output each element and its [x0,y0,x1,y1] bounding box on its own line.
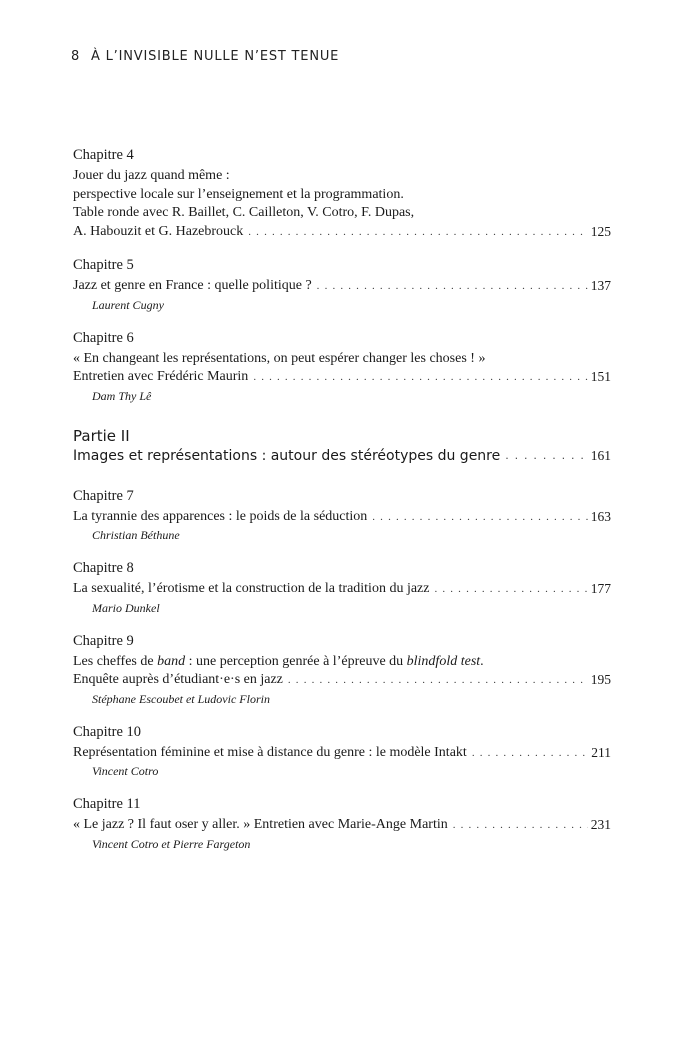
part-label: Partie II [73,426,130,445]
toc-line [73,580,611,599]
leader-dots [288,671,588,690]
title-italic: blindfold test [406,653,481,669]
toc-line [73,816,611,835]
toc-line [73,446,611,466]
chapter-label: Chapitre 8 [73,560,134,576]
page-number: 8 [71,49,81,64]
chapter-label: Chapitre 11 [73,796,141,812]
chapter-title: La tyrannie des apparences : le poids de la séduction [73,508,368,524]
chapter-title-line: A. Habouzit et G. Hazebrouck [73,223,244,239]
chapter-author: Christian Béthune [92,528,180,542]
part-title: Images et représentations : autour des stéréotypes du genre [73,447,501,464]
title-italic: band [157,653,186,669]
chapter-author: Stéphane Escoubet et Ludovic Florin [92,691,270,706]
toc-entry-chapter-9 [73,632,611,708]
toc-line [73,508,611,527]
toc-line [73,277,611,296]
page-ref: 137 [590,278,611,293]
toc-entry-chapter-5 [73,256,611,314]
chapter-label: Chapitre 6 [73,329,134,346]
toc-entry-chapter-8 [73,559,611,617]
chapter-title-line: perspective locale sur l’enseignement et la programmation. [73,186,404,202]
chapter-title-line: Jouer du jazz quand même : [73,168,230,183]
leader-dots [453,816,588,835]
toc-line [73,671,611,690]
leader-dots [434,580,587,599]
chapter-author: Dam Thy Lê [92,388,152,403]
chapter-label: Chapitre 9 [73,632,134,649]
toc-entry-chapter-11 [73,795,611,853]
chapter-label: Chapitre 7 [73,487,134,504]
title-text: Les cheffes de [73,653,158,669]
title-text: : une perception genrée à l’épreuve du [185,653,407,669]
running-title: À L’INVISIBLE NULLE N’EST TENUE [91,49,340,64]
leader-dots [253,368,587,387]
toc-line [73,223,611,242]
leader-dots [317,277,588,296]
chapter-author: Vincent Cotro et Pierre Fargeton [92,836,251,851]
leader-dots [505,446,588,466]
page-ref: 231 [590,817,611,832]
chapter-author: Mario Dunkel [92,600,160,615]
chapter-title-line: Table ronde avec R. Baillet, C. Cailleton, V. Cotro, F. Dupas, [73,205,415,220]
title-text: . [480,653,484,669]
leader-dots [248,223,587,242]
leader-dots [472,744,588,763]
toc-entry-chapter-7 [73,487,611,545]
chapter-title-line: Enquête auprès d’étudiant·e·s en jazz [73,672,283,687]
page-ref: 125 [590,223,611,239]
leader-dots [372,508,587,527]
chapter-title-line [73,653,611,672]
chapter-title-line: « En changeant les représentations, on peut espérer changer les choses ! » [73,350,486,366]
chapter-title: La sexualité, l’érotisme et la construction de la tradition du jazz [73,581,430,596]
chapter-author: Vincent Cotro [92,764,159,778]
chapter-title: Représentation féminine et mise à distance du genre : le modèle Intakt [73,744,467,760]
page-ref: 177 [590,581,611,596]
toc-entry-chapter-10 [73,723,611,781]
chapter-label: Chapitre 5 [73,257,134,273]
table-of-contents [73,146,611,868]
toc-entry-chapter-4 [73,146,611,241]
toc-line [73,368,611,387]
chapter-label: Chapitre 10 [73,723,142,740]
toc-entry-chapter-6 [73,329,611,405]
page-ref: 163 [590,508,611,524]
toc-line [73,744,611,763]
chapter-author: Laurent Cugny [92,297,164,312]
page-ref: 195 [590,672,611,687]
chapter-title: « Le jazz ? Il faut oser y aller. » Entretien avec Marie-Ange Martin [73,817,448,832]
running-head [71,49,339,64]
chapter-label: Chapitre 4 [73,147,134,163]
page-ref: 211 [591,744,611,760]
chapter-title-line: Entretien avec Frédéric Maurin [73,369,249,384]
page-ref: 161 [590,447,611,463]
toc-part-2 [73,427,611,466]
page-ref: 151 [590,369,611,384]
chapter-title: Jazz et genre en France : quelle politique ? [73,278,312,293]
